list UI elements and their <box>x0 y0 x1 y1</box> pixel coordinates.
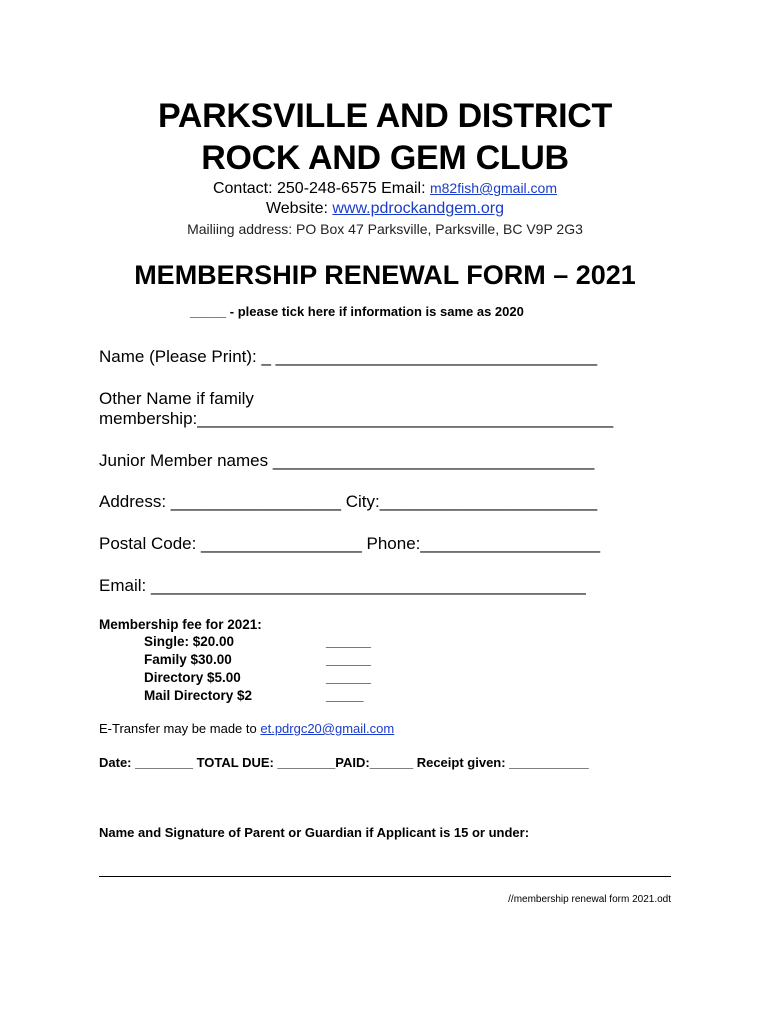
club-name-line1: PARKSVILLE AND DISTRICT <box>158 97 612 135</box>
website-label: Website: <box>265 200 333 217</box>
contact-label: Contact: 250-248-6575 Email: <box>212 180 430 197</box>
same-info-tick-text: - please tick here if information is same as 2020 <box>226 304 524 319</box>
fee-family-label: Family $30.00 <box>144 652 232 667</box>
guardian-label: Name and Signature of Parent or Guardian if Applicant is 15 or under: <box>99 825 530 840</box>
form-title: MEMBERSHIP RENEWAL FORM – 2021 <box>134 260 636 290</box>
fee-directory-blank[interactable]: ______ <box>326 670 372 685</box>
etransfer-email-link[interactable]: et.pdrgc20@gmail.com <box>260 721 395 736</box>
footer-filename: //membership renewal form 2021.odt <box>508 894 671 905</box>
same-info-tick-blank[interactable]: _____ <box>190 304 227 319</box>
etransfer-line <box>99 721 394 737</box>
fee-single-blank[interactable]: ______ <box>326 634 372 649</box>
fee-mail-directory-blank[interactable]: _____ <box>326 688 364 703</box>
other-name-label: Other Name if family <box>99 389 254 408</box>
contact-email-link[interactable]: m82fish@gmail.com <box>429 180 558 196</box>
website-line <box>0 199 770 219</box>
fee-heading: Membership fee for 2021: <box>99 617 262 632</box>
fee-directory-label: Directory $5.00 <box>144 670 241 685</box>
fee-family-blank[interactable]: ______ <box>326 652 372 667</box>
name-field[interactable]: Name (Please Print): _ __________________________________ <box>99 347 598 366</box>
fee-single-label: Single: $20.00 <box>144 634 235 649</box>
etransfer-label: E-Transfer may be made to <box>99 721 261 736</box>
mailing-address: Mailiing address: PO Box 47 Parksville, Parksville, BC V9P 2G3 <box>187 221 583 237</box>
contact-line <box>0 178 770 199</box>
website-link[interactable]: www.pdrockandgem.org <box>332 200 505 217</box>
address-city-field[interactable]: Address: __________________ City:_______________________ <box>99 492 598 511</box>
club-name-line2: ROCK AND GEM CLUB <box>201 139 569 177</box>
payment-line[interactable]: Date: ________ TOTAL DUE: ________PAID:______ Receipt given: ___________ <box>99 755 589 770</box>
junior-members-field[interactable]: Junior Member names __________________________________ <box>99 451 595 470</box>
fee-mail-directory-label: Mail Directory $2 <box>144 688 253 703</box>
guardian-signature-line[interactable] <box>99 876 671 877</box>
other-name-field[interactable]: membership:____________________________________________ <box>99 409 614 428</box>
postal-phone-field[interactable]: Postal Code: _________________ Phone:___________________ <box>99 534 601 553</box>
email-field[interactable]: Email: ______________________________________________ <box>99 576 586 595</box>
same-info-tick-row <box>190 304 524 320</box>
